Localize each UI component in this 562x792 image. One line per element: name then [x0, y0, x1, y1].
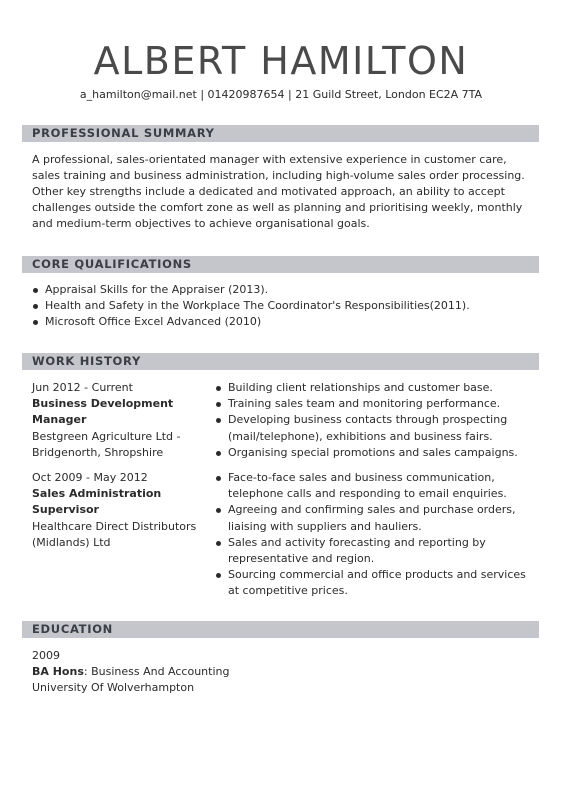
education-section-header	[22, 621, 539, 638]
bullet-icon	[216, 541, 221, 546]
education-heading: EDUCATION	[32, 622, 114, 636]
qualifications-list	[32, 282, 532, 331]
job-company: Bestgreen Agriculture Ltd - Bridgenorth, Shropshire	[32, 429, 181, 459]
list-item: Organising special promotions and sales campaigns.	[215, 445, 533, 461]
bullet-icon	[33, 304, 38, 309]
bullet-icon	[216, 418, 221, 423]
list-item: Sourcing commercial and office products and services at competitive prices.	[215, 567, 533, 599]
degree-field: : Business And Accounting	[83, 665, 230, 679]
job-1-details	[32, 380, 210, 461]
job-title: Sales Administration Supervisor	[32, 487, 162, 517]
bullet-icon	[216, 451, 221, 456]
summary-heading: PROFESSIONAL SUMMARY	[32, 126, 215, 140]
bullet-icon	[33, 320, 38, 325]
list-item: Building client relationships and customer base.	[215, 380, 533, 396]
summary-text: A professional, sales-orientated manager with extensive experience in customer care, sales training and business administration, including high-volume sales order processing. Other key strengths include a dedicated and motivated approach, an ability to accept challenges outside the comfort zone as well as planning and prioritising weekly, monthly and medium-term objectives to achieve organisational goals.	[32, 153, 525, 230]
education-entry	[32, 648, 229, 697]
job-2-details	[32, 470, 210, 551]
bullet-icon	[33, 288, 38, 293]
bullet-icon	[216, 402, 221, 407]
job-1-duties	[215, 380, 533, 461]
bullet-icon	[216, 508, 221, 513]
job-dates: Oct 2009 - May 2012	[32, 471, 148, 484]
job-2-duties	[215, 470, 533, 600]
bullet-icon	[216, 476, 221, 481]
list-item: Sales and activity forecasting and reporting by representative and region.	[215, 535, 533, 567]
list-item: Microsoft Office Excel Advanced (2010)	[32, 314, 532, 330]
education-school: University Of Wolverhampton	[32, 681, 195, 695]
qualifications-section-header	[22, 256, 539, 273]
bullet-icon	[216, 386, 221, 391]
bullet-icon	[216, 573, 221, 578]
job-dates: Jun 2012 - Current	[32, 381, 133, 394]
job-title: Business Development Manager	[32, 397, 174, 427]
degree-label: BA Hons	[32, 665, 84, 679]
list-item: Appraisal Skills for the Appraiser (2013).	[32, 282, 532, 298]
job-company: Healthcare Direct Distributors (Midlands) Ltd	[32, 519, 197, 549]
education-degree	[32, 664, 229, 680]
list-item: Face-to-face sales and business communication, telephone calls and responding to email enquiries.	[215, 470, 533, 502]
list-item: Agreeing and confirming sales and purchase orders, liaising with suppliers and hauliers.	[215, 502, 533, 534]
education-year: 2009	[32, 649, 60, 662]
work-heading: WORK HISTORY	[32, 354, 141, 368]
summary-section-header	[22, 125, 539, 142]
work-section-header	[22, 353, 539, 370]
candidate-name: ALBERT HAMILTON	[93, 39, 469, 83]
qualifications-heading: CORE QUALIFICATIONS	[32, 257, 192, 271]
list-item: Health and Safety in the Workplace The Coordinator's Responsibilities(2011).	[32, 298, 532, 314]
contact-line: a_hamilton@mail.net | 01420987654 | 21 Guild Street, London EC2A 7TA	[79, 88, 483, 101]
list-item: Developing business contacts through prospecting (mail/telephone), exhibitions and business fairs.	[215, 412, 533, 444]
list-item: Training sales team and monitoring performance.	[215, 396, 533, 412]
